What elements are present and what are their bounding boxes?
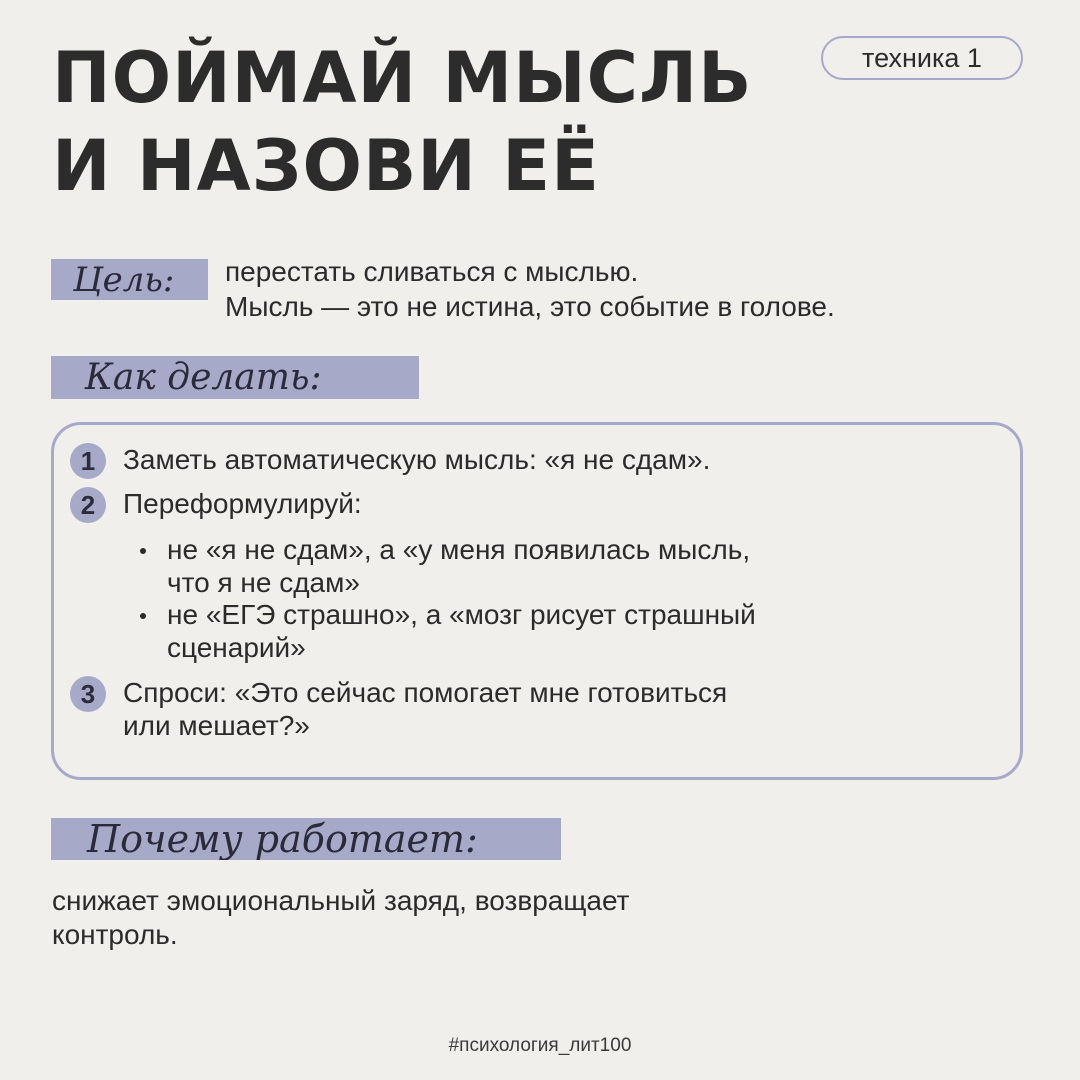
bullet-1-line-1: не «я не сдам», а «у меня появилась мысль, <box>167 534 751 565</box>
goal-line-1: перестать сливаться с мыслью. <box>225 256 639 287</box>
bullet-2-line-1: не «ЕГЭ страшно», а «мозг рисует страшный <box>167 599 756 630</box>
bullet-1-line-2: что я не сдам» <box>167 567 360 598</box>
step-1-text: Заметь автоматическую мысль: «я не сдам». <box>123 444 711 475</box>
title-line-1: ПОЙМАЙ МЫСЛЬ <box>52 37 753 119</box>
step-3 <box>70 676 863 742</box>
why-line-1: снижает эмоциональный заряд, возвращает <box>52 885 630 916</box>
step-number-3: 3 <box>70 676 106 712</box>
goal-line-2: Мысль — это не истина, это событие в голове. <box>225 291 835 322</box>
step-3-line-2: или мешает?» <box>123 710 310 741</box>
bullet-dot-icon <box>140 548 146 554</box>
technique-badge: техника 1 <box>821 36 1023 80</box>
goal-text <box>225 254 835 324</box>
title-line-2: И НАЗОВИ ЕЁ <box>52 125 600 207</box>
bullet-item-1 <box>140 533 867 599</box>
step-3-line-1: Спроси: «Это сейчас помогает мне готовиться <box>123 677 728 708</box>
why-text <box>52 884 812 952</box>
how-to-tag: Как делать: <box>51 356 419 399</box>
step-1 <box>70 443 863 479</box>
step-2-text: Переформулируй: <box>123 488 362 519</box>
step-2 <box>70 487 863 523</box>
page-title <box>52 34 753 210</box>
bullet-2-line-2: сценарий» <box>167 632 306 663</box>
bullet-item-2 <box>140 598 867 664</box>
step-number-2: 2 <box>70 487 106 523</box>
goal-tag: Цель: <box>51 259 208 300</box>
why-line-2: контроль. <box>52 919 178 950</box>
bullet-dot-icon <box>140 613 146 619</box>
step-number-1: 1 <box>70 443 106 479</box>
why-tag: Почему работает: <box>51 818 561 860</box>
hashtag: #психология_лит100 <box>448 1035 632 1056</box>
